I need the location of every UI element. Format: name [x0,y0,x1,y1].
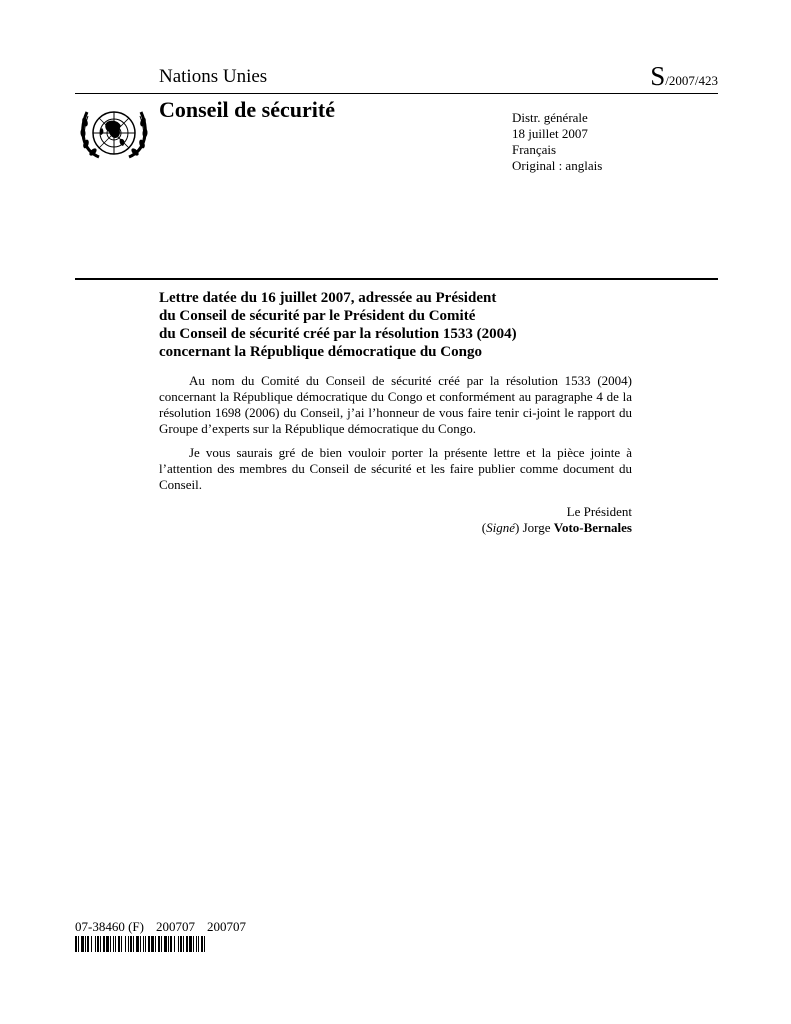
barcode-bar [170,936,172,952]
job-number: 07-38460 (F) [75,919,144,934]
barcode-bar [115,936,116,952]
title-rule [75,278,718,280]
barcode-bar [178,936,179,952]
barcode-bar [91,936,92,952]
barcode-bar [118,936,120,952]
barcode-bar [151,936,154,952]
barcode-bar [100,936,101,952]
barcode-bar [130,936,132,952]
organization-name: Nations Unies [159,66,268,87]
barcode-bar [78,936,79,952]
body-paragraph: Au nom du Comité du Conseil de sécurité créé par la résolution 1533 (2004) concernant la République démocratique du Congo et conformément au paragraphe 4 de la résolution 1698 (2006) du Conseil, j’ai l’honneur de vous faire tenir ci-joint le rapport du Groupe d’experts sur la République démocratique du Congo. [159,373,632,436]
barcode-bar [95,936,96,952]
barcode-bar [189,936,192,952]
distribution-language: Français [512,142,557,157]
barcode-icon [75,936,206,952]
un-emblem-icon [77,100,151,164]
barcode-bar [155,936,156,952]
barcode-bar [158,936,160,952]
barcode-bar [97,936,99,952]
symbol-prefix: S [650,61,666,91]
barcode-bar [204,936,205,952]
body-paragraph: Je vous saurais gré de bien vouloir porter la présente lettre et la pièce jointe à l’attention des membres du Conseil de sécurité et les faire publier comme document du Conseil. [159,445,632,492]
symbol-number: /2007/423 [665,73,718,88]
barcode-bar [136,936,139,952]
job-number-line [75,919,258,935]
barcode-bar [113,936,114,952]
footer-date: 200707 [155,919,195,934]
barcode-bar [110,936,111,952]
barcode-bar [148,936,150,952]
title-line: Lettre datée du 16 juillet 2007, adressée au Président [159,290,497,306]
barcode-bar [201,936,203,952]
barcode-bar [103,936,105,952]
barcode-bar [133,936,134,952]
signature-block [380,504,632,536]
distribution-date: 18 juillet 2007 [512,126,588,141]
barcode-bar [164,936,167,952]
barcode-bar [75,936,77,952]
signature-role: Le Président [566,504,632,519]
barcode-bar [143,936,144,952]
signatory-first-name: Jorge [522,520,551,535]
barcode-bar [193,936,194,952]
barcode-bar [121,936,122,952]
barcode-bar [125,936,126,952]
barcode-bar [174,936,175,952]
title-line: concernant la République démocratique du Congo [159,344,482,360]
distribution-type: Distr. générale [512,110,588,125]
letter-title [159,289,639,361]
signed-label: Signé [486,520,515,535]
document-symbol [650,61,718,92]
distribution-block [512,110,602,174]
barcode-bar [87,936,89,952]
footer-date: 200707 [206,919,246,934]
barcode-bar [180,936,182,952]
barcode-bar [198,936,199,952]
header-rule [75,93,718,94]
barcode-bar [186,936,188,952]
barcode-bar [183,936,184,952]
barcode-bar [145,936,146,952]
signature-name: (Signé) Jorge Voto-Bernales [481,520,632,535]
barcode-bar [196,936,197,952]
signatory-last-name: Voto-Bernales [553,520,632,535]
title-line: du Conseil de sécurité par le Président du Comité [159,308,476,324]
distribution-original: Original : anglais [512,158,603,173]
barcode-bar [168,936,169,952]
barcode-bar [85,936,86,952]
barcode-bar [128,936,129,952]
council-title: Conseil de sécurité [159,97,335,122]
barcode-bar [140,936,141,952]
title-line: du Conseil de sécurité créé par la résolution 1533 (2004) [159,326,517,342]
barcode-bar [81,936,84,952]
barcode-bar [106,936,109,952]
barcode-bar [161,936,162,952]
letter-body [159,373,632,501]
